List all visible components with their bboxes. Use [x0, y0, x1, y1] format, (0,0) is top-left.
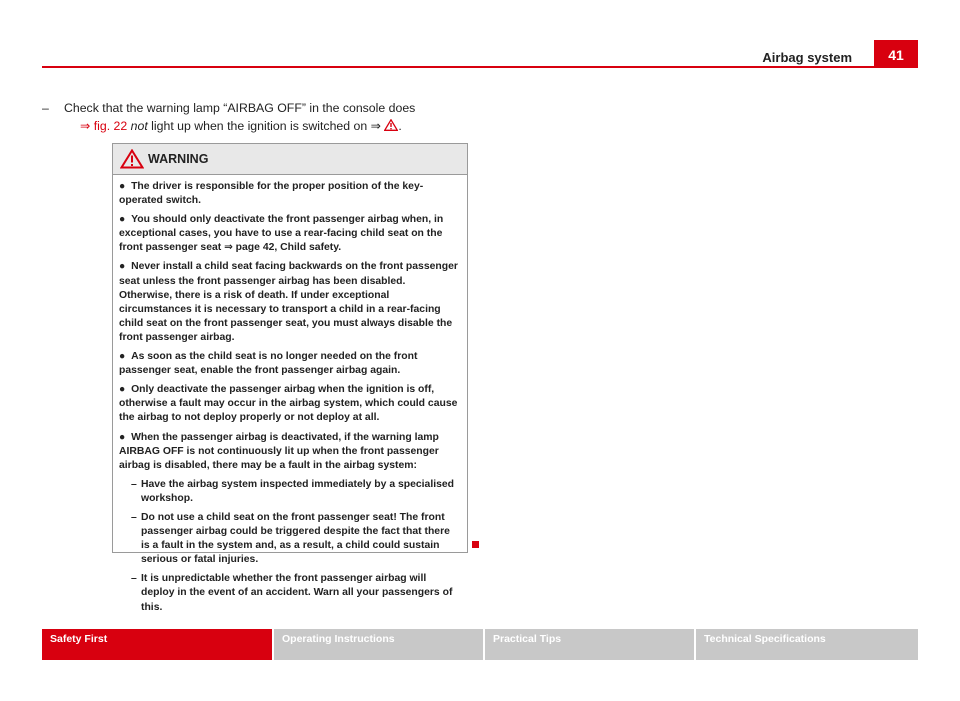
section-title: Airbag system	[762, 50, 852, 65]
arrow: ⇒	[80, 119, 94, 133]
instruction-step	[42, 99, 482, 135]
warning-bullet: ● When the passenger airbag is deactivated, if the warning lamp AIRBAG OFF is not continuously lit up when the front passenger airbag is disabled, there may be a fault in the airbag system:	[119, 431, 439, 471]
warning-bullet: ● Never install a child seat facing backwards on the front passenger seat unless the front passenger airbag has been disabled. Otherwise, there is a risk of death. If under exceptional circumstances it is necessary to transport a child in a rear-facing child seat on the front passenger seat, you must always disable the front passenger airbag.	[119, 261, 458, 343]
warning-triangle-icon[interactable]	[384, 119, 398, 131]
page-number: 41	[874, 40, 918, 68]
period: .	[398, 119, 402, 133]
list-dash: –	[42, 101, 49, 115]
footer-tab-safety-first[interactable]: Safety First	[42, 629, 272, 660]
header-divider	[42, 66, 918, 68]
emphasis-not: not	[130, 119, 148, 133]
warning-bullet: ● Only deactivate the passenger airbag when the ignition is off, otherwise a fault may occur in the airbag system, which could cause the airbag to not deploy properly or not deploy at all.	[119, 384, 458, 424]
warning-sub-item: – Have the airbag system inspected immediately by a specialised workshop.	[131, 478, 455, 504]
warning-box	[112, 143, 468, 613]
warning-body	[113, 175, 467, 615]
footer-tab-technical-specifications[interactable]: Technical Specifications	[696, 629, 918, 660]
warning-title: WARNING	[148, 152, 209, 166]
footer-nav	[42, 629, 918, 661]
section-end-marker	[472, 541, 479, 548]
warning-sub-item: – It is unpredictable whether the front passenger airbag will deploy in the event of an accident. Warn all your passengers of this.	[131, 573, 453, 613]
figure-link[interactable]: fig. 22	[93, 119, 128, 133]
warning-triangle-icon	[120, 149, 144, 169]
warning-sub-item: – Do not use a child seat on the front passenger seat! The front passenger airbag could be triggered despite the fact that there is a fault in the system and, as a result, a child could sustain serious or fatal injuries.	[131, 511, 450, 566]
warning-bullet: ● You should only deactivate the front passenger airbag when, in exceptional cases, you have to use a rear-facing child seat on the front passenger seat ⇒ page 42, Child safety.	[119, 214, 444, 254]
warning-header	[113, 144, 467, 175]
warning-bullet: ● As soon as the child seat is no longer needed on the front passenger seat, enable the front passenger airbag again.	[119, 351, 418, 377]
footer-tab-operating-instructions[interactable]: Operating Instructions	[274, 629, 483, 660]
warning-bullet: ● The driver is responsible for the proper position of the key-operated switch.	[119, 181, 424, 207]
instruction-text: Check that the warning lamp “AIRBAG OFF” in the console does	[64, 101, 416, 115]
instruction-text-cont: light up when the ignition is switched on ⇒	[147, 119, 385, 133]
footer-tab-practical-tips[interactable]: Practical Tips	[485, 629, 694, 660]
